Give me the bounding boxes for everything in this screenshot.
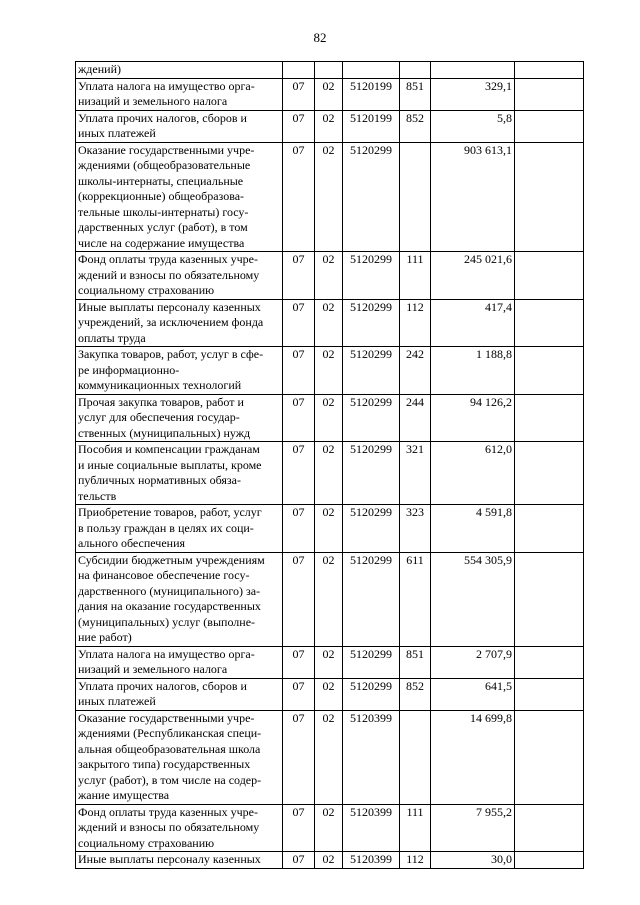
row-target-article-cell: 5120399 <box>343 804 400 852</box>
row-amount-cell: 641,5 <box>431 678 515 710</box>
row-name-cell: Закупка товаров, работ, услуг в сфе- ре информационно- коммуникационных технологий <box>76 347 283 395</box>
table-row <box>76 394 584 442</box>
row-target-article-cell: 5120299 <box>343 252 400 300</box>
table-row <box>76 78 584 110</box>
row-extra-cell <box>515 852 584 869</box>
row-name-cell: Оказание государственными учре- ждениями (общеобразовательные школы-интернаты, специальные (коррекционные) общеобразова- тельные школы-интернаты) госу- дарственных услуг (работ), в том числе на содержание имущества <box>76 142 283 252</box>
row-target-article-cell: 5120299 <box>343 552 400 646</box>
row-section-cell: 07 <box>283 678 315 710</box>
row-section-cell: 07 <box>283 442 315 505</box>
row-extra-cell <box>515 505 584 553</box>
page-number: 82 <box>313 30 327 45</box>
table-row <box>76 62 584 79</box>
row-name-cell: Приобретение товаров, работ, услуг в пользу граждан в целях их соци- ального обеспечения <box>76 505 283 553</box>
row-extra-cell <box>515 62 584 79</box>
row-name-cell: Уплата прочих налогов, сборов и иных платежей <box>76 678 283 710</box>
row-section-cell: 07 <box>283 347 315 395</box>
row-subsection-cell: 02 <box>315 78 343 110</box>
row-extra-cell <box>515 678 584 710</box>
row-amount-cell: 329,1 <box>431 78 515 110</box>
row-expense-type-cell: 852 <box>400 678 431 710</box>
row-expense-type-cell: 321 <box>400 442 431 505</box>
row-extra-cell <box>515 394 584 442</box>
row-name-cell: Иные выплаты персоналу казенных учреждений, за исключением фонда оплаты труда <box>76 299 283 347</box>
row-target-article-cell: 5120299 <box>343 442 400 505</box>
row-extra-cell <box>515 804 584 852</box>
row-name-cell: Фонд оплаты труда казенных учре- ждений и взносы по обязательному социальному страхованию <box>76 252 283 300</box>
row-subsection-cell: 02 <box>315 299 343 347</box>
row-subsection-cell: 02 <box>315 252 343 300</box>
row-extra-cell <box>515 252 584 300</box>
row-expense-type-cell: 851 <box>400 78 431 110</box>
row-amount-cell: 30,0 <box>431 852 515 869</box>
row-subsection-cell: 02 <box>315 394 343 442</box>
row-amount-cell: 417,4 <box>431 299 515 347</box>
row-amount-cell: 245 021,6 <box>431 252 515 300</box>
row-section-cell: 07 <box>283 110 315 142</box>
row-name-cell: Фонд оплаты труда казенных учре- ждений и взносы по обязательному социальному страхованию <box>76 804 283 852</box>
row-subsection-cell: 02 <box>315 347 343 395</box>
row-subsection-cell: 02 <box>315 678 343 710</box>
row-subsection-cell: 02 <box>315 646 343 678</box>
row-section-cell: 07 <box>283 505 315 553</box>
row-extra-cell <box>515 442 584 505</box>
row-section-cell: 07 <box>283 710 315 804</box>
row-section-cell: 07 <box>283 78 315 110</box>
row-amount-cell: 14 699,8 <box>431 710 515 804</box>
row-name-cell: Уплата прочих налогов, сборов и иных платежей <box>76 110 283 142</box>
row-amount-cell: 612,0 <box>431 442 515 505</box>
table-row <box>76 552 584 646</box>
row-section-cell: 07 <box>283 394 315 442</box>
row-expense-type-cell: 851 <box>400 646 431 678</box>
row-amount-cell: 554 305,9 <box>431 552 515 646</box>
table-row <box>76 678 584 710</box>
table-row <box>76 710 584 804</box>
row-expense-type-cell <box>400 710 431 804</box>
row-section-cell: 07 <box>283 299 315 347</box>
table-row <box>76 299 584 347</box>
row-subsection-cell: 02 <box>315 552 343 646</box>
row-expense-type-cell: 323 <box>400 505 431 553</box>
row-extra-cell <box>515 142 584 252</box>
row-subsection-cell: 02 <box>315 110 343 142</box>
row-target-article-cell: 5120299 <box>343 299 400 347</box>
row-extra-cell <box>515 110 584 142</box>
row-name-cell: Иные выплаты персоналу казенных <box>76 852 283 869</box>
row-extra-cell <box>515 552 584 646</box>
row-extra-cell <box>515 347 584 395</box>
row-expense-type-cell: 244 <box>400 394 431 442</box>
table-row <box>76 442 584 505</box>
row-section-cell: 07 <box>283 852 315 869</box>
row-amount-cell: 1 188,8 <box>431 347 515 395</box>
row-name-cell: ждений) <box>76 62 283 79</box>
row-target-article-cell: 5120299 <box>343 678 400 710</box>
row-section-cell: 07 <box>283 552 315 646</box>
row-target-article-cell: 5120299 <box>343 505 400 553</box>
row-extra-cell <box>515 78 584 110</box>
table-row <box>76 347 584 395</box>
row-subsection-cell <box>315 62 343 79</box>
row-name-cell: Прочая закупка товаров, работ и услуг для обеспечения государ- ственных (муниципальных) нужд <box>76 394 283 442</box>
row-subsection-cell: 02 <box>315 852 343 869</box>
row-subsection-cell: 02 <box>315 710 343 804</box>
row-expense-type-cell: 111 <box>400 252 431 300</box>
table-row <box>76 852 584 869</box>
row-subsection-cell: 02 <box>315 804 343 852</box>
row-target-article-cell <box>343 62 400 79</box>
row-amount-cell: 2 707,9 <box>431 646 515 678</box>
table-row <box>76 252 584 300</box>
row-target-article-cell: 5120299 <box>343 394 400 442</box>
row-extra-cell <box>515 646 584 678</box>
row-section-cell: 07 <box>283 252 315 300</box>
row-section-cell <box>283 62 315 79</box>
row-target-article-cell: 5120299 <box>343 646 400 678</box>
row-amount-cell <box>431 62 515 79</box>
row-target-article-cell: 5120399 <box>343 852 400 869</box>
row-expense-type-cell: 111 <box>400 804 431 852</box>
row-expense-type-cell: 852 <box>400 110 431 142</box>
row-section-cell: 07 <box>283 804 315 852</box>
row-amount-cell: 7 955,2 <box>431 804 515 852</box>
row-name-cell: Уплата налога на имущество орга- низаций и земельного налога <box>76 646 283 678</box>
row-name-cell: Субсидии бюджетным учреждениям на финансовое обеспечение госу- дарственного (муниципального) за- дания на оказание государственных (муниципальных) услуг (выполне- ние работ) <box>76 552 283 646</box>
row-target-article-cell: 5120199 <box>343 78 400 110</box>
row-subsection-cell: 02 <box>315 142 343 252</box>
row-subsection-cell: 02 <box>315 442 343 505</box>
budget-table <box>75 61 584 869</box>
row-extra-cell <box>515 299 584 347</box>
row-expense-type-cell: 112 <box>400 852 431 869</box>
row-extra-cell <box>515 710 584 804</box>
table-row <box>76 804 584 852</box>
row-target-article-cell: 5120399 <box>343 710 400 804</box>
row-target-article-cell: 5120299 <box>343 142 400 252</box>
table-row <box>76 142 584 252</box>
row-expense-type-cell <box>400 142 431 252</box>
table-row <box>76 110 584 142</box>
row-target-article-cell: 5120299 <box>343 347 400 395</box>
row-amount-cell: 5,8 <box>431 110 515 142</box>
row-section-cell: 07 <box>283 142 315 252</box>
row-amount-cell: 4 591,8 <box>431 505 515 553</box>
row-expense-type-cell: 242 <box>400 347 431 395</box>
row-name-cell: Уплата налога на имущество орга- низаций и земельного налога <box>76 78 283 110</box>
row-expense-type-cell <box>400 62 431 79</box>
table-row <box>76 505 584 553</box>
row-target-article-cell: 5120199 <box>343 110 400 142</box>
row-amount-cell: 903 613,1 <box>431 142 515 252</box>
row-subsection-cell: 02 <box>315 505 343 553</box>
table-row <box>76 646 584 678</box>
row-expense-type-cell: 611 <box>400 552 431 646</box>
row-name-cell: Оказание государственными учре- ждениями (Республиканская специ- альная общеобразовательная школа закрытого типа) государственных услуг (работ), в том числе на содер- жание имущества <box>76 710 283 804</box>
row-expense-type-cell: 112 <box>400 299 431 347</box>
row-amount-cell: 94 126,2 <box>431 394 515 442</box>
row-section-cell: 07 <box>283 646 315 678</box>
row-name-cell: Пособия и компенсации гражданам и иные социальные выплаты, кроме публичных нормативных обяза- тельств <box>76 442 283 505</box>
budget-table-body <box>76 62 584 869</box>
